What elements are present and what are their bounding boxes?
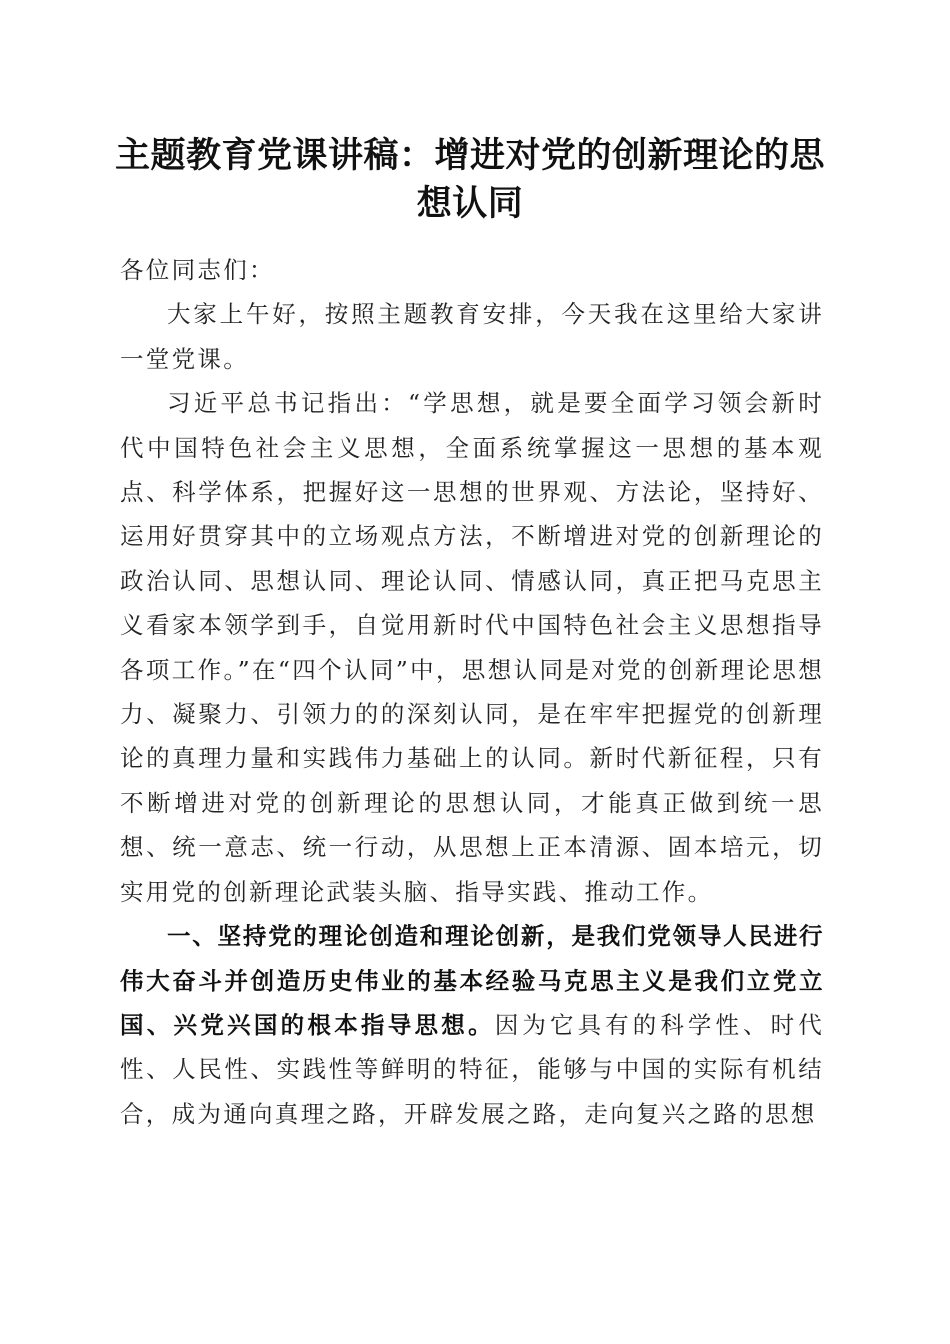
document-body xyxy=(120,248,824,1136)
section-1-text: 因为它具有的科学性、时代性、人民性、实践性等鲜明的特征，能够与中国的实际有机结合，成为通向真理之路，开辟发展之路，走向复兴之路的思想 xyxy=(120,1010,824,1128)
section-1-paragraph xyxy=(120,914,824,1136)
section-1-heading: 一、坚持党的理论创造和理论创新，是我们党领导人民进行伟大奋斗并创造历史伟业的基本经验马克思主义是我们立党立国、兴党兴国的根本指导思想。 xyxy=(120,922,824,1039)
paragraph-opening: 大家上午好，按照主题教育安排，今天我在这里给大家讲一堂党课。 xyxy=(120,300,824,373)
paragraph-quote: 习近平总书记指出：“学思想，就是要全面学习领会新时代中国特色社会主义思想，全面系统掌握这一思想的基本观点、科学体系，把握好这一思想的世界观、方法论，坚持好、运用好贯穿其中的立场观点方法，不断增进对党的创新理论的政治认同、思想认同、理论认同、情感认同，真正把马克思主义看家本领学到手，自觉用新时代中国特色社会主义思想指导各项工作。”在“四个认同”中，思想认同是对党的创新理论思想力、凝聚力、引领力的的深刻认同，是在牢牢把握党的创新理论的真理力量和实践伟力基础上的认同。新时代新征程，只有不断增进对党的创新理论的思想认同，才能真正做到统一思想、统一意志、统一行动，从思想上正本清源、固本培元，切实用党的创新理论武装头脑、指导实践、推动工作。 xyxy=(120,389,824,906)
salutation: 各位同志们： xyxy=(120,256,275,284)
document-title: 主题教育党课讲稿：增进对党的创新理论的思想认同 xyxy=(114,135,825,224)
